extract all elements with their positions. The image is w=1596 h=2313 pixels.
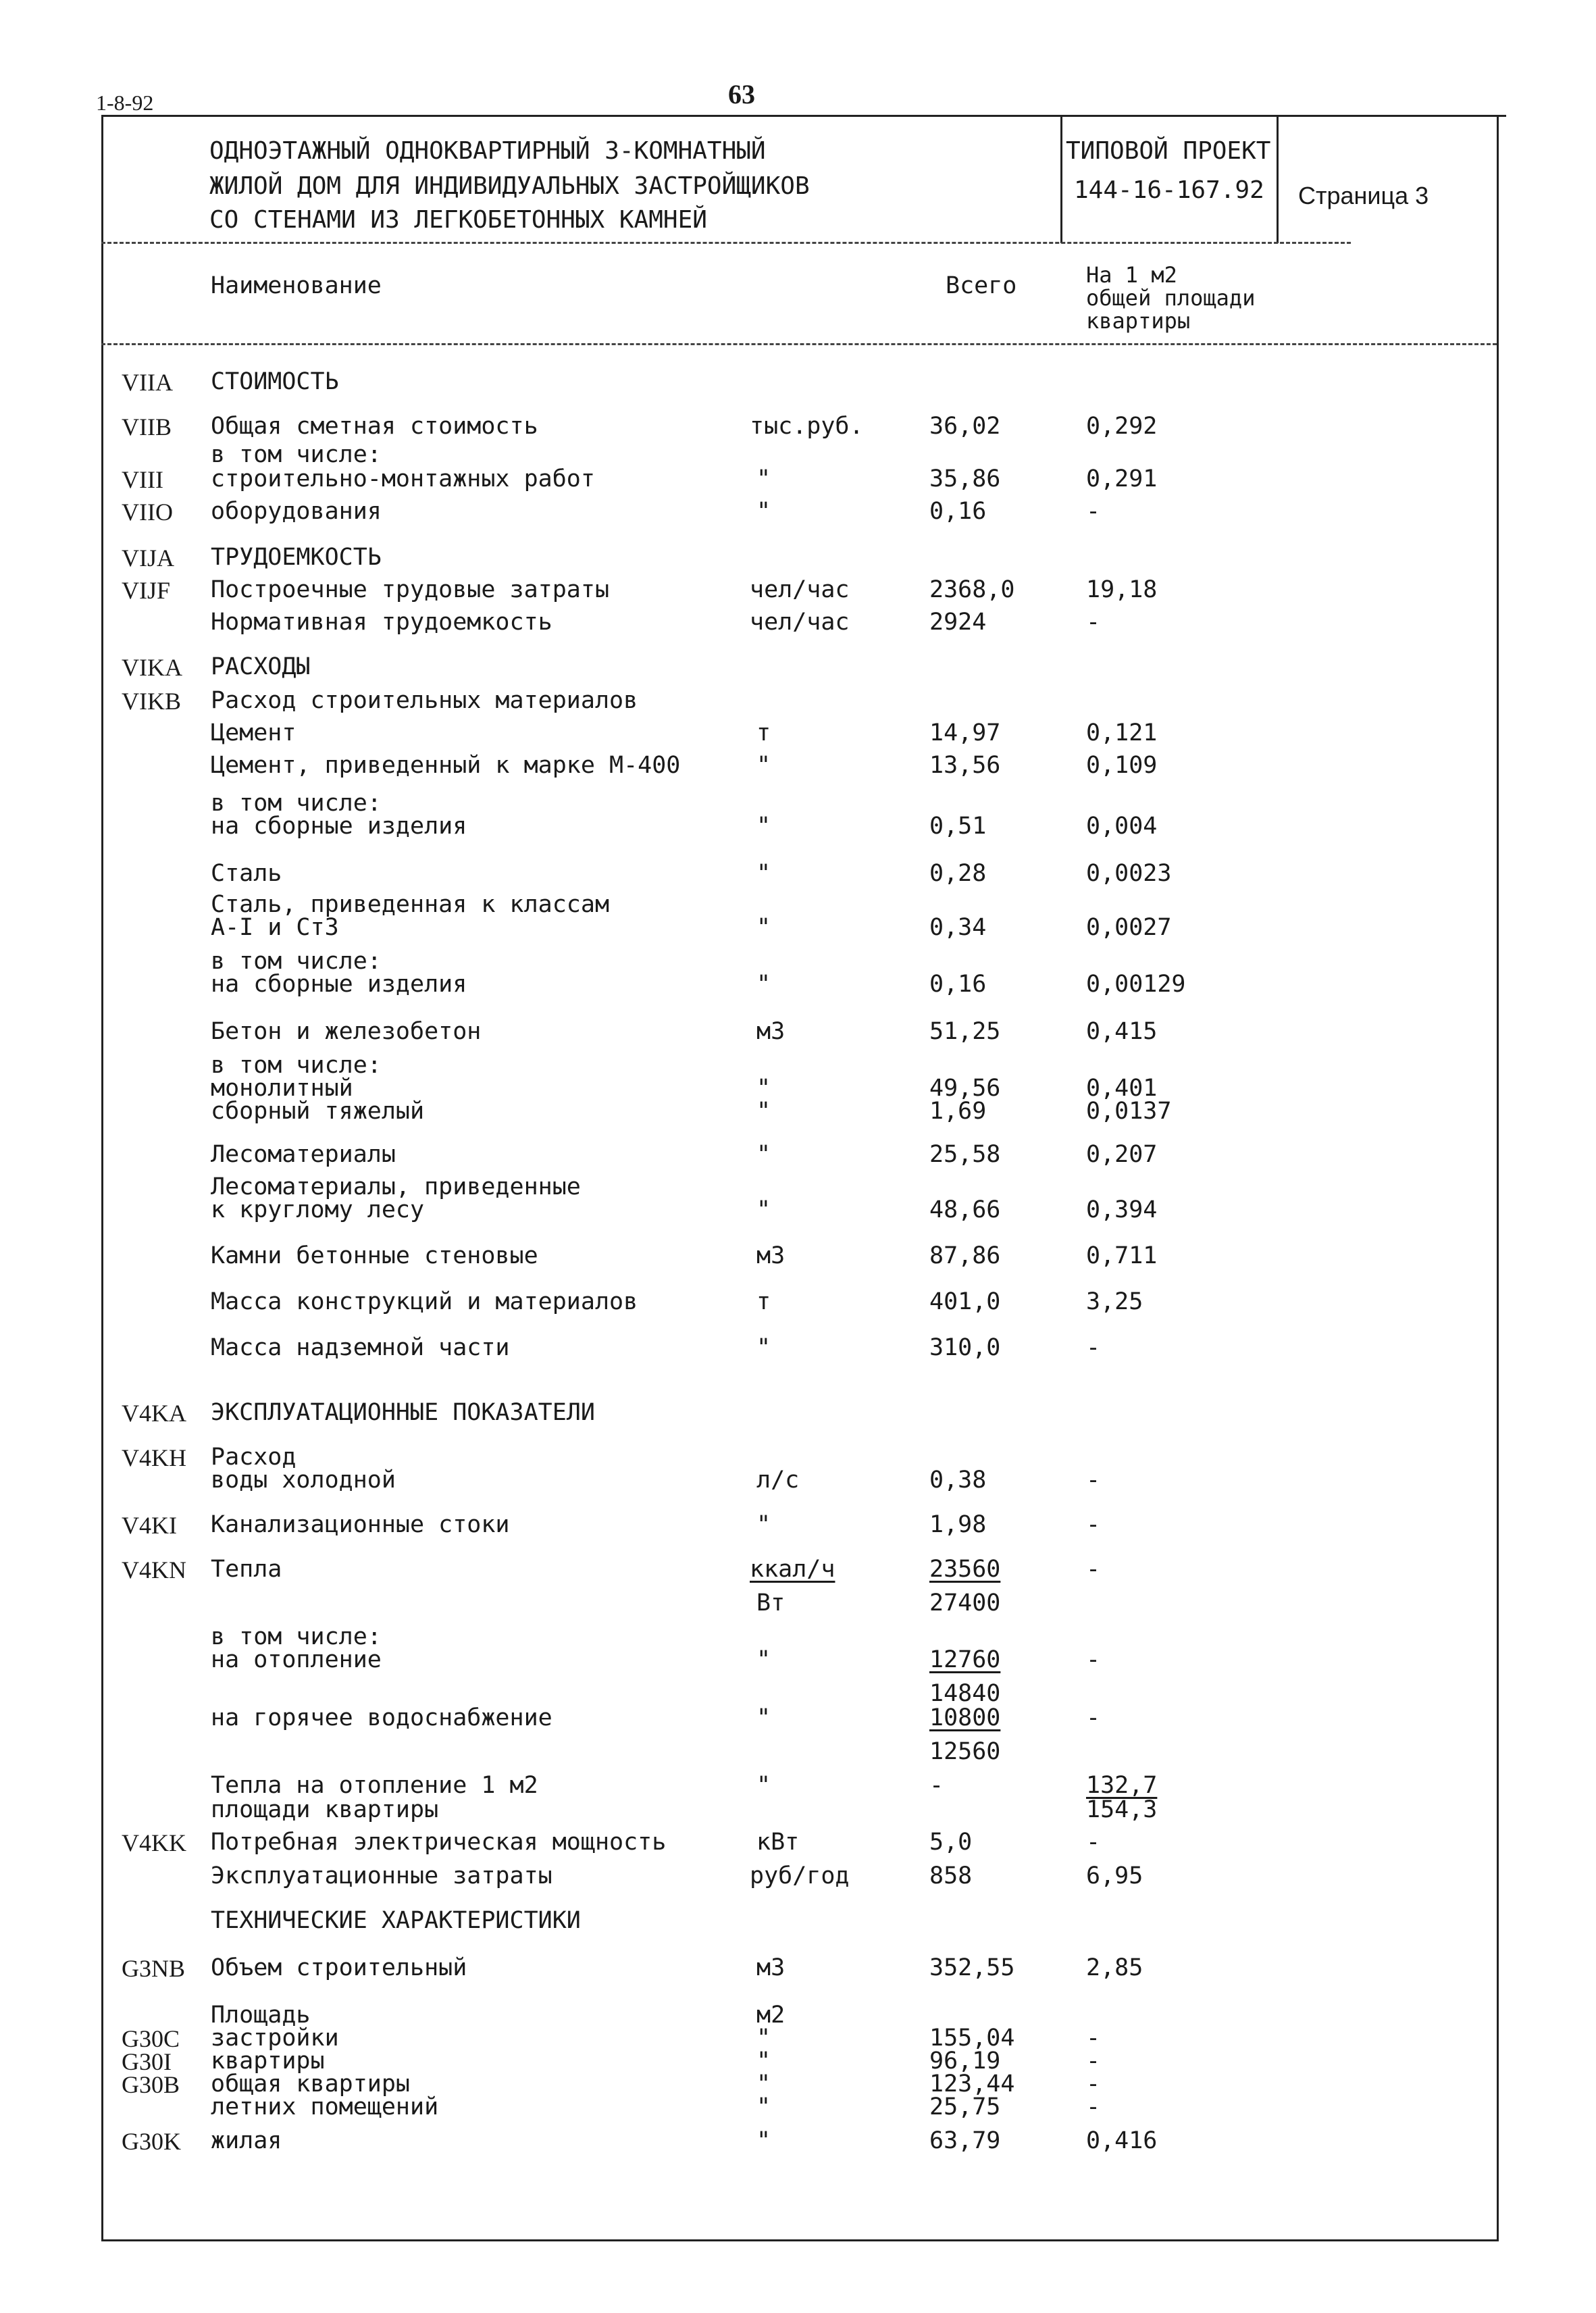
row-22-per: 0,0137 bbox=[1086, 1098, 1172, 1125]
row-33-unit: ккал/ч bbox=[750, 1556, 835, 1583]
row-11-per: 0,109 bbox=[1086, 752, 1158, 779]
frame-bottom-line bbox=[101, 2239, 1499, 2241]
row-40-total: - bbox=[929, 1772, 944, 1799]
row-33-total: 23560 bbox=[929, 1556, 1001, 1583]
column-header-name: Наименование bbox=[211, 272, 382, 299]
row-19-total: 51,25 bbox=[929, 1018, 1001, 1045]
row-4-total: 0,16 bbox=[929, 498, 987, 525]
row-30-code: V4KH bbox=[122, 1444, 186, 1471]
column-header-per-m2-line-2: общей площади bbox=[1086, 285, 1256, 311]
row-25-per: 0,394 bbox=[1086, 1196, 1158, 1223]
sheet-code: 1-8-92 bbox=[96, 91, 154, 115]
row-25-unit: " bbox=[756, 1196, 771, 1223]
row-42-total: 5,0 bbox=[929, 1829, 973, 1856]
row-18-unit: " bbox=[756, 971, 771, 998]
row-3-per: 0,291 bbox=[1086, 465, 1158, 492]
title-line-3: СО СТЕНАМИ ИЗ ЛЕГКОБЕТОННЫХ КАМНЕЙ bbox=[209, 206, 707, 234]
row-40-unit: " bbox=[756, 1772, 771, 1799]
row-26-per: 0,711 bbox=[1086, 1242, 1158, 1269]
row-23-per: 0,207 bbox=[1086, 1141, 1158, 1168]
row-43-name: Эксплуатационные затраты bbox=[211, 1862, 552, 1889]
row-51-name: жилая bbox=[211, 2127, 282, 2154]
row-36-name: на отопление bbox=[211, 1646, 382, 1673]
title-line-1: ОДНОЭТАЖНЫЙ ОДНОКВАРТИРНЫЙ 3-КОМНАТНЫЙ bbox=[209, 137, 766, 165]
row-34-total: 27400 bbox=[929, 1590, 1001, 1617]
frame-right-line bbox=[1497, 115, 1499, 2241]
row-13-unit: " bbox=[756, 813, 771, 840]
row-11-name: Цемент, приведенный к марке М-400 bbox=[211, 752, 681, 779]
row-3-unit: " bbox=[756, 465, 771, 492]
row-30-name: Расход bbox=[211, 1444, 297, 1471]
row-42-name: Потребная электрическая мощность bbox=[211, 1829, 667, 1856]
row-28-name: Масса надземной части bbox=[211, 1334, 510, 1361]
row-49-unit: " bbox=[756, 2070, 771, 2098]
row-31-name: воды холодной bbox=[211, 1467, 396, 1494]
row-13-per: 0,004 bbox=[1086, 813, 1158, 840]
page-label: Страница 3 bbox=[1298, 182, 1429, 209]
row-26-name: Камни бетонные стеновые bbox=[211, 1242, 538, 1269]
row-42-unit: кВт bbox=[756, 1829, 800, 1856]
row-46-name: Площадь bbox=[211, 2002, 311, 2029]
row-11-unit: " bbox=[756, 752, 771, 779]
row-36-unit: " bbox=[756, 1646, 771, 1673]
row-13-total: 0,51 bbox=[929, 813, 987, 840]
row-33-per: - bbox=[1086, 1556, 1101, 1583]
row-19-name: Бетон и железобетон bbox=[211, 1018, 482, 1045]
row-28-total: 310,0 bbox=[929, 1334, 1001, 1361]
row-10-name: Цемент bbox=[211, 719, 297, 746]
row-16-per: 0,0027 bbox=[1086, 914, 1172, 941]
row-6-name: Построечные трудовые затраты bbox=[211, 576, 610, 603]
row-3-name: строительно-монтажных работ bbox=[211, 465, 595, 492]
row-31-unit: л/с bbox=[756, 1467, 800, 1494]
row-16-total: 0,34 bbox=[929, 914, 987, 941]
row-4-name: оборудования bbox=[211, 498, 382, 525]
row-32-total: 1,98 bbox=[929, 1511, 987, 1538]
row-42-code: V4KK bbox=[122, 1829, 186, 1856]
row-31-total: 0,38 bbox=[929, 1467, 987, 1494]
row-36-total: 12760 bbox=[929, 1646, 1001, 1673]
row-32-name: Канализационные стоки bbox=[211, 1511, 510, 1538]
row-25-name: к круглому лесу bbox=[211, 1196, 425, 1223]
row-14-per: 0,0023 bbox=[1086, 860, 1172, 887]
row-7-total: 2924 bbox=[929, 609, 987, 636]
row-47-name: застройки bbox=[211, 2025, 339, 2052]
row-1-unit: тыс.руб. bbox=[750, 413, 864, 440]
row-15-name: Сталь, приведенная к классам bbox=[211, 891, 610, 918]
row-22-name: сборный тяжелый bbox=[211, 1098, 425, 1125]
row-43-total: 858 bbox=[929, 1862, 973, 1889]
row-16-name: А-I и Ст3 bbox=[211, 914, 339, 941]
row-47-per: - bbox=[1086, 2025, 1101, 2052]
row-38-unit: " bbox=[756, 1704, 771, 1731]
title-divider-2 bbox=[1277, 115, 1279, 243]
row-41-name: площади квартиры bbox=[211, 1796, 439, 1823]
row-29-name: ЭКСПЛУАТАЦИОННЫЕ ПОКАЗАТЕЛИ bbox=[211, 1399, 595, 1426]
header-bottom-dash bbox=[101, 343, 1497, 345]
row-4-code: VIIO bbox=[122, 499, 173, 526]
row-12-name: в том числе: bbox=[211, 790, 382, 817]
row-23-name: Лесоматериалы bbox=[211, 1141, 396, 1168]
row-27-unit: т bbox=[756, 1288, 771, 1315]
row-23-total: 25,58 bbox=[929, 1141, 1001, 1168]
row-14-unit: " bbox=[756, 860, 771, 887]
page-number: 63 bbox=[728, 79, 755, 109]
row-45-code: G3NB bbox=[122, 1955, 186, 1982]
row-3-code: VIII bbox=[122, 466, 163, 493]
row-19-per: 0,415 bbox=[1086, 1018, 1158, 1045]
row-40-per: 132,7 bbox=[1086, 1772, 1158, 1799]
title-line-2: ЖИЛОЙ ДОМ ДЛЯ ИНДИВИДУАЛЬНЫХ ЗАСТРОЙЩИКОВ bbox=[209, 172, 810, 200]
row-21-per: 0,401 bbox=[1086, 1075, 1158, 1102]
row-18-total: 0,16 bbox=[929, 971, 987, 998]
row-17-name: в том числе: bbox=[211, 948, 382, 975]
row-33-name: Тепла bbox=[211, 1556, 282, 1583]
row-27-total: 401,0 bbox=[929, 1288, 1001, 1315]
row-28-per: - bbox=[1086, 1334, 1101, 1361]
row-38-total: 10800 bbox=[929, 1704, 1001, 1731]
row-32-unit: " bbox=[756, 1511, 771, 1538]
row-28-unit: " bbox=[756, 1334, 771, 1361]
row-21-total: 49,56 bbox=[929, 1075, 1001, 1102]
row-39-total: 12560 bbox=[929, 1738, 1001, 1765]
row-1-name: Общая сметная стоимость bbox=[211, 413, 538, 440]
row-10-unit: т bbox=[756, 719, 771, 746]
title-bottom-dash bbox=[101, 242, 1351, 244]
row-48-unit: " bbox=[756, 2048, 771, 2075]
row-5-code: VIJA bbox=[122, 544, 174, 571]
title-divider-1 bbox=[1060, 115, 1062, 243]
row-7-per: - bbox=[1086, 609, 1101, 636]
row-9-name: Расход строительных материалов bbox=[211, 687, 638, 714]
row-6-unit: чел/час bbox=[750, 576, 850, 603]
row-14-total: 0,28 bbox=[929, 860, 987, 887]
row-26-unit: м3 bbox=[756, 1242, 786, 1269]
row-9-code: VIKB bbox=[122, 688, 181, 715]
row-47-total: 155,04 bbox=[929, 2025, 1015, 2052]
row-50-name: летних помещений bbox=[211, 2093, 439, 2120]
row-38-name: на горячее водоснабжение bbox=[211, 1704, 552, 1731]
row-27-per: 3,25 bbox=[1086, 1288, 1143, 1315]
row-50-unit: " bbox=[756, 2093, 771, 2120]
row-3-total: 35,86 bbox=[929, 465, 1001, 492]
row-1-total: 36,02 bbox=[929, 413, 1001, 440]
row-1-per: 0,292 bbox=[1086, 413, 1158, 440]
row-34-unit: Вт bbox=[756, 1590, 786, 1617]
row-35-name: в том числе: bbox=[211, 1623, 382, 1650]
row-7-name: Нормативная трудоемкость bbox=[211, 609, 552, 636]
project-number: 144-16-167.92 bbox=[1074, 176, 1264, 204]
row-2-name: в том числе: bbox=[211, 441, 382, 468]
row-36-per: - bbox=[1086, 1646, 1101, 1673]
row-51-per: 0,416 bbox=[1086, 2127, 1158, 2154]
row-37-total: 14840 bbox=[929, 1680, 1001, 1707]
row-5-name: ТРУДОЕМКОСТЬ bbox=[211, 544, 382, 571]
row-47-unit: " bbox=[756, 2025, 771, 2052]
row-20-name: в том числе: bbox=[211, 1052, 382, 1079]
row-24-name: Лесоматериалы, приведенные bbox=[211, 1173, 581, 1200]
row-49-total: 123,44 bbox=[929, 2070, 1015, 2098]
row-48-name: квартиры bbox=[211, 2048, 325, 2075]
row-46-unit: м2 bbox=[756, 2002, 786, 2029]
row-33-code: V4KN bbox=[122, 1556, 186, 1583]
row-48-total: 96,19 bbox=[929, 2048, 1001, 2075]
column-header-per-m2-line-1: На 1 м2 bbox=[1086, 262, 1177, 288]
row-7-unit: чел/час bbox=[750, 609, 850, 636]
row-6-code: VIJF bbox=[122, 577, 171, 604]
row-10-per: 0,121 bbox=[1086, 719, 1158, 746]
row-49-name: общая квартиры bbox=[211, 2070, 411, 2098]
row-0-name: СТОИМОСТЬ bbox=[211, 368, 339, 395]
row-10-total: 14,97 bbox=[929, 719, 1001, 746]
column-header-per-m2 bbox=[1086, 263, 1255, 332]
row-8-code: VIKA bbox=[122, 654, 182, 681]
row-22-total: 1,69 bbox=[929, 1098, 987, 1125]
frame-top-line bbox=[101, 115, 1506, 117]
row-0-code: VIIA bbox=[122, 369, 173, 396]
row-43-per: 6,95 bbox=[1086, 1862, 1143, 1889]
row-50-per: - bbox=[1086, 2093, 1101, 2120]
row-41-per: 154,3 bbox=[1086, 1796, 1158, 1823]
row-45-total: 352,55 bbox=[929, 1954, 1015, 1981]
row-48-code: G30I bbox=[122, 2048, 172, 2075]
row-38-per: - bbox=[1086, 1704, 1101, 1731]
row-40-name: Тепла на отопление 1 м2 bbox=[211, 1772, 538, 1799]
row-43-unit: руб/год bbox=[750, 1862, 850, 1889]
row-18-name: на сборные изделия bbox=[211, 971, 467, 998]
row-1-code: VIIB bbox=[122, 413, 172, 440]
row-6-per: 19,18 bbox=[1086, 576, 1158, 603]
row-51-code: G30K bbox=[122, 2128, 181, 2155]
row-26-total: 87,86 bbox=[929, 1242, 1001, 1269]
row-8-name: РАСХОДЫ bbox=[211, 653, 311, 680]
row-14-name: Сталь bbox=[211, 860, 282, 887]
row-45-per: 2,85 bbox=[1086, 1954, 1143, 1981]
row-11-total: 13,56 bbox=[929, 752, 1001, 779]
row-19-unit: м3 bbox=[756, 1018, 786, 1045]
row-47-code: G30C bbox=[122, 2025, 180, 2052]
row-22-unit: " bbox=[756, 1098, 771, 1125]
row-21-unit: " bbox=[756, 1075, 771, 1102]
row-31-per: - bbox=[1086, 1467, 1101, 1494]
row-51-unit: " bbox=[756, 2127, 771, 2154]
row-16-unit: " bbox=[756, 914, 771, 941]
row-29-code: V4KA bbox=[122, 1400, 186, 1427]
row-50-total: 25,75 bbox=[929, 2093, 1001, 2120]
row-4-per: - bbox=[1086, 498, 1101, 525]
row-49-per: - bbox=[1086, 2070, 1101, 2098]
row-51-total: 63,79 bbox=[929, 2127, 1001, 2154]
row-4-unit: " bbox=[756, 498, 771, 525]
frame-left-line bbox=[101, 115, 103, 2241]
column-header-total: Всего bbox=[946, 272, 1017, 299]
row-23-unit: " bbox=[756, 1141, 771, 1168]
row-25-total: 48,66 bbox=[929, 1196, 1001, 1223]
row-13-name: на сборные изделия bbox=[211, 813, 467, 840]
column-header-per-m2-line-3: квартиры bbox=[1086, 308, 1191, 334]
row-44-name: ТЕХНИЧЕСКИЕ ХАРАКТЕРИСТИКИ bbox=[211, 1907, 581, 1934]
row-42-per: - bbox=[1086, 1829, 1101, 1856]
row-27-name: Масса конструкций и материалов bbox=[211, 1288, 638, 1315]
project-label: ТИПОВОЙ ПРОЕКТ bbox=[1066, 137, 1271, 165]
row-21-name: монолитный bbox=[211, 1075, 353, 1102]
row-48-per: - bbox=[1086, 2048, 1101, 2075]
row-6-total: 2368,0 bbox=[929, 576, 1015, 603]
row-45-name: Объем строительный bbox=[211, 1954, 467, 1981]
row-49-code: G30B bbox=[122, 2071, 180, 2098]
row-32-code: V4KI bbox=[122, 1512, 177, 1539]
row-18-per: 0,00129 bbox=[1086, 971, 1186, 998]
row-45-unit: м3 bbox=[756, 1954, 786, 1981]
row-32-per: - bbox=[1086, 1511, 1101, 1538]
